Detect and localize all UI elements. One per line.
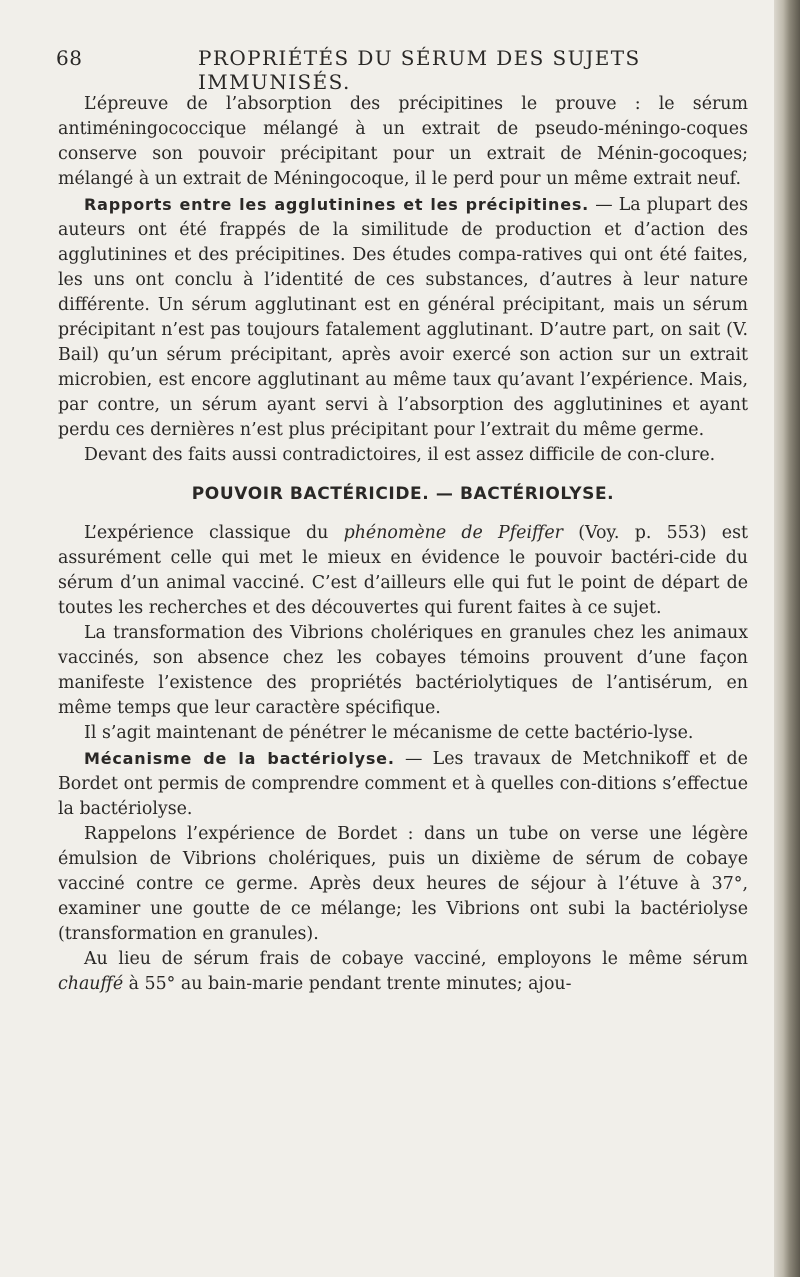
body-text — [58, 92, 748, 997]
paragraph-text: à 55° au bain-marie pendant trente minutes; ajou- — [123, 974, 572, 994]
paragraph — [58, 521, 748, 621]
paragraph-text: (Voy. p. 553) est assurément celle qui met le mieux en évidence le pouvoir bactéri-cide du sérum d’un animal vacciné. C’est d’ailleurs elle qui fut le point de départ de toutes les recherches et des découvertes qui furent faites à ce sujet. — [58, 523, 749, 618]
paragraph-text: L’expérience classique du — [84, 523, 344, 543]
italic-term: phénomène de Pfeiffer — [343, 523, 563, 543]
italic-term: chauffé — [58, 974, 124, 994]
paragraph: L’épreuve de l’absorption des précipitines le prouve : le sérum antiméningococcique mélangé à un extrait de pseudo-méningo-coques conserve son pouvoir précipitant pour un extrait de Ménin-gocoques; mélangé à un extrait de Méningocoque, il le perd pour un même extrait neuf. — [58, 94, 748, 189]
running-head: PROPRIÉTÉS DU SÉRUM DES SUJETS IMMUNISÉS. — [198, 46, 641, 94]
paragraph — [58, 947, 748, 997]
paragraph-text: — La plupart des auteurs ont été frappés de la similitude de production et d’action des agglutinines et des précipitines. Des études compa-ratives qui ont été faites, les uns ont conclu à l’identité de ces substances, d’autres à leur nature différente. Un sérum agglutinant est en général précipitant, mais un sérum précipitant n’est pas toujours fatalement agglutinant. D’autre part, on sait (V. Bail) qu’un sérum précipitant, après avoir exercé son action sur un extrait microbien, est encore agglutinant au même taux qu’avant l’expérience. Mais, par contre, un sérum ayant servi à l’absorption des agglutinines et ayant perdu ces dernières n’est plus précipitant pour l’extrait du même germe. — [58, 195, 748, 440]
run-in-heading: Rapports entre les agglutinines et les précipitines. — [84, 195, 590, 214]
paragraph-text: Au lieu de sérum frais de cobaye vacciné, employons le même sérum — [84, 949, 748, 969]
paragraph — [58, 746, 748, 822]
run-in-heading: Mécanisme de la bactériolyse. — [84, 749, 395, 768]
paragraph — [58, 192, 748, 443]
page-number: 68 — [56, 46, 83, 70]
page-header — [56, 46, 756, 94]
paragraph-text: — Les travaux de Metchnikoff et de Bordet ont permis de comprendre comment et à quelles con-ditions s’effectue la bactériolyse. — [58, 749, 748, 819]
section-title: POUVOIR BACTÉRICIDE. — BACTÉRIOLYSE. — [191, 484, 615, 504]
paragraph: Il s’agit maintenant de pénétrer le mécanisme de cette bactério-lyse. — [84, 723, 694, 743]
paragraph: La transformation des Vibrions cholériques en granules chez les animaux vaccinés, son absence chez les cobayes témoins prouvent d’une façon manifeste l’existence des propriétés bactériolytiques de l’antisérum, en même temps que leur caractère spécifique. — [58, 623, 748, 718]
paragraph: Rappelons l’expérience de Bordet : dans un tube on verse une légère émulsion de Vibrions cholériques, puis un dixième de sérum de cobaye vacciné contre ce germe. Après deux heures de séjour à l’étuve à 37°, examiner une goutte de ce mélange; les Vibrions ont subi la bactériolyse (transformation en granules). — [58, 824, 748, 944]
paragraph: Devant des faits aussi contradictoires, il est assez difficile de con-clure. — [84, 445, 716, 465]
binding-edge — [774, 0, 800, 1277]
